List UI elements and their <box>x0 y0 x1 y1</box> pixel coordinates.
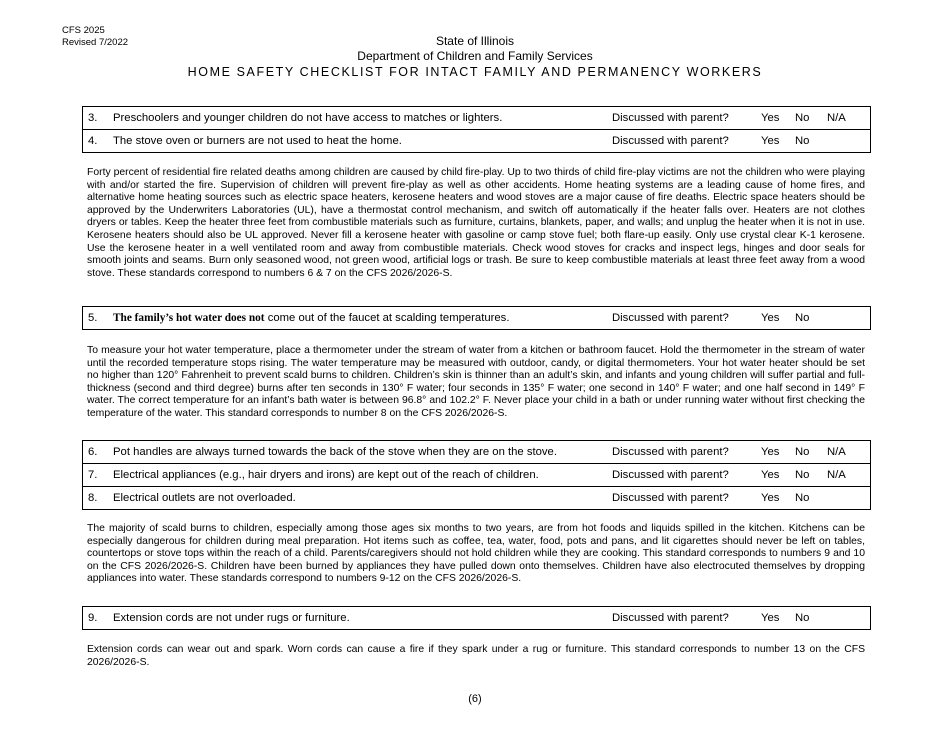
no-option[interactable]: No <box>795 487 827 510</box>
page-header <box>0 34 950 80</box>
checklist-row-5 <box>83 307 871 330</box>
discussed-label: Discussed with parent? <box>612 307 761 330</box>
empty-cell <box>827 307 871 330</box>
no-option[interactable]: No <box>795 307 827 330</box>
hot-water-paragraph: To measure your hot water temperature, place a thermometer under the stream of water from a kitchen or bathroom faucet. Hold the thermometer in the stream of water until the recorded temperature stops rising. The water temperature may be measured with outdoor, candy, or digital thermometers. Your hot water heater should be set no higher than 120° Fahrenheit to prevent scald burns to children. Children’s skin is thinner than an adult’s skin, and infants and young children will suffer partial and full-thickness (second and third degree) burns after ten seconds in 130° F water; four seconds in 135° F water; one second in 140° F water; and one half second in 149° F water. The correct temperature for an infant’s bath water is between 96.8° and 102.2° F. Never place your child in a bath or under running water without first checking the temperature of the water. This standard corresponds to number 8 on the CFS 2026/2026-S. <box>87 345 865 419</box>
discussed-label: Discussed with parent? <box>612 464 761 487</box>
fire-safety-paragraph: Forty percent of residential fire related deaths among children are caused by child fire-play. Up to two thirds of child fire-play victims are not the children who were playing with and/or started the fire. Supervision of children will prevent fire-play as well as other accidents. Home heating systems are a leading cause of home fires, and alternative home heating sources such as electric space heaters, kerosene heaters and wood stoves are a major cause of fire deaths. Electric space heaters should be approved by the Underwriters Laboratories (UL), have a thermostat control mechanism, and switch off automatically if the heater falls over. Heaters are not clothes dryers or tables. Keep the heater three feet from combustible materials such as furniture, curtains, blankets, paper, and walls; and unplug the heater when it is not in use. Kerosene heaters should also be UL approved. Never fill a kerosene heater with gasoline or camp stove fuel; both flare-up easily. Only use crystal clear K-1 kerosene. Use the kerosene heater in a well ventilated room and away from combustible materials. Check wood stoves for cracks and inspect legs, hinges and door seals for smooth joints and seams. Burn only seasoned wood, not green wood, artificial logs or trash. Be sure to keep combustible materials at least three feet away from a wood stove. These standards correspond to numbers 6 & 7 on the CFS 2026/2026-S. <box>87 167 865 279</box>
no-option[interactable]: No <box>795 464 827 487</box>
yes-option[interactable]: Yes <box>761 130 795 153</box>
item-text <box>113 307 612 330</box>
extension-cords-paragraph: Extension cords can wear out and spark. Worn cords can cause a fire if they spark under a rug or furniture. This standard corresponds to number 13 on the CFS 2026/2026-S. <box>87 644 865 668</box>
checklist-table-3 <box>82 440 871 510</box>
item-text: Preschoolers and younger children do not have access to matches or lighters. <box>113 107 612 130</box>
item-number: 9. <box>83 607 114 630</box>
no-option[interactable]: No <box>795 130 827 153</box>
yes-option[interactable]: Yes <box>761 441 795 464</box>
yes-option[interactable]: Yes <box>761 607 795 630</box>
state-name: State of Illinois <box>435 34 515 48</box>
item-text: Extension cords are not under rugs or furniture. <box>113 607 612 630</box>
discussed-label: Discussed with parent? <box>612 607 761 630</box>
item-number: 4. <box>83 130 114 153</box>
yes-option[interactable]: Yes <box>761 464 795 487</box>
scald-burns-paragraph: The majority of scald burns to children, especially among those ages six months to two years, are from hot foods and liquids spilled in the kitchen. Kitchens can be especially dangerous for children during meal preparation. Hot items such as coffee, tea, water, food, pots and pans, and lit cigarettes should never be left on tables, countertops or stove tops within the reach of a child. Parents/caregivers should not hold children while they are cooking. This standard corresponds to numbers 9 and 10 on the CFS 2026/2026-S. Children have been burned by appliances they have pulled down onto themselves. Children have also electrocuted themselves by dropping appliances into water. These standards correspond to numbers 9-12 on the CFS 2026/2026-S. <box>87 523 865 585</box>
item-text: Pot handles are always turned towards the back of the stove when they are on the stove. <box>113 441 612 464</box>
na-option[interactable]: N/A <box>827 441 871 464</box>
page-number: (6) <box>468 693 482 705</box>
discussed-label: Discussed with parent? <box>612 441 761 464</box>
item-number: 5. <box>83 307 114 330</box>
item-number: 7. <box>83 464 114 487</box>
item-number: 6. <box>83 441 114 464</box>
yes-option[interactable]: Yes <box>761 107 795 130</box>
checklist-row-9 <box>83 607 871 630</box>
item-text-rest: come out of the faucet at scalding temperatures. <box>264 312 510 324</box>
item-text: Electrical appliances (e.g., hair dryers and irons) are kept out of the reach of children. <box>113 464 612 487</box>
na-option[interactable]: N/A <box>827 464 871 487</box>
no-option[interactable]: No <box>795 607 827 630</box>
checklist-table-2 <box>82 306 871 330</box>
checklist-table-1 <box>82 106 871 153</box>
empty-cell <box>827 130 871 153</box>
checklist-row-6 <box>83 441 871 464</box>
no-option[interactable]: No <box>795 441 827 464</box>
item-number: 3. <box>83 107 114 130</box>
item-number: 8. <box>83 487 114 510</box>
page-title: HOME SAFETY CHECKLIST FOR INTACT FAMILY AND PERMANENCY WORKERS <box>187 65 763 79</box>
department-name: Department of Children and Family Services <box>357 49 593 63</box>
checklist-row-8 <box>83 487 871 510</box>
checklist-row-3 <box>83 107 871 130</box>
checklist-row-7 <box>83 464 871 487</box>
item-text: Electrical outlets are not overloaded. <box>113 487 612 510</box>
item-text-bold: The family’s hot water does not <box>113 312 265 324</box>
na-option[interactable]: N/A <box>827 107 871 130</box>
item-text: The stove oven or burners are not used to heat the home. <box>113 130 612 153</box>
discussed-label: Discussed with parent? <box>612 487 761 510</box>
yes-option[interactable]: Yes <box>761 487 795 510</box>
empty-cell <box>827 607 871 630</box>
checklist-row-4 <box>83 130 871 153</box>
checklist-table-4 <box>82 606 871 630</box>
form-number: CFS 2025 <box>62 25 105 36</box>
empty-cell <box>827 487 871 510</box>
form-revised: Revised 7/2022 <box>62 37 129 48</box>
discussed-label: Discussed with parent? <box>612 107 761 130</box>
discussed-label: Discussed with parent? <box>612 130 761 153</box>
no-option[interactable]: No <box>795 107 827 130</box>
yes-option[interactable]: Yes <box>761 307 795 330</box>
